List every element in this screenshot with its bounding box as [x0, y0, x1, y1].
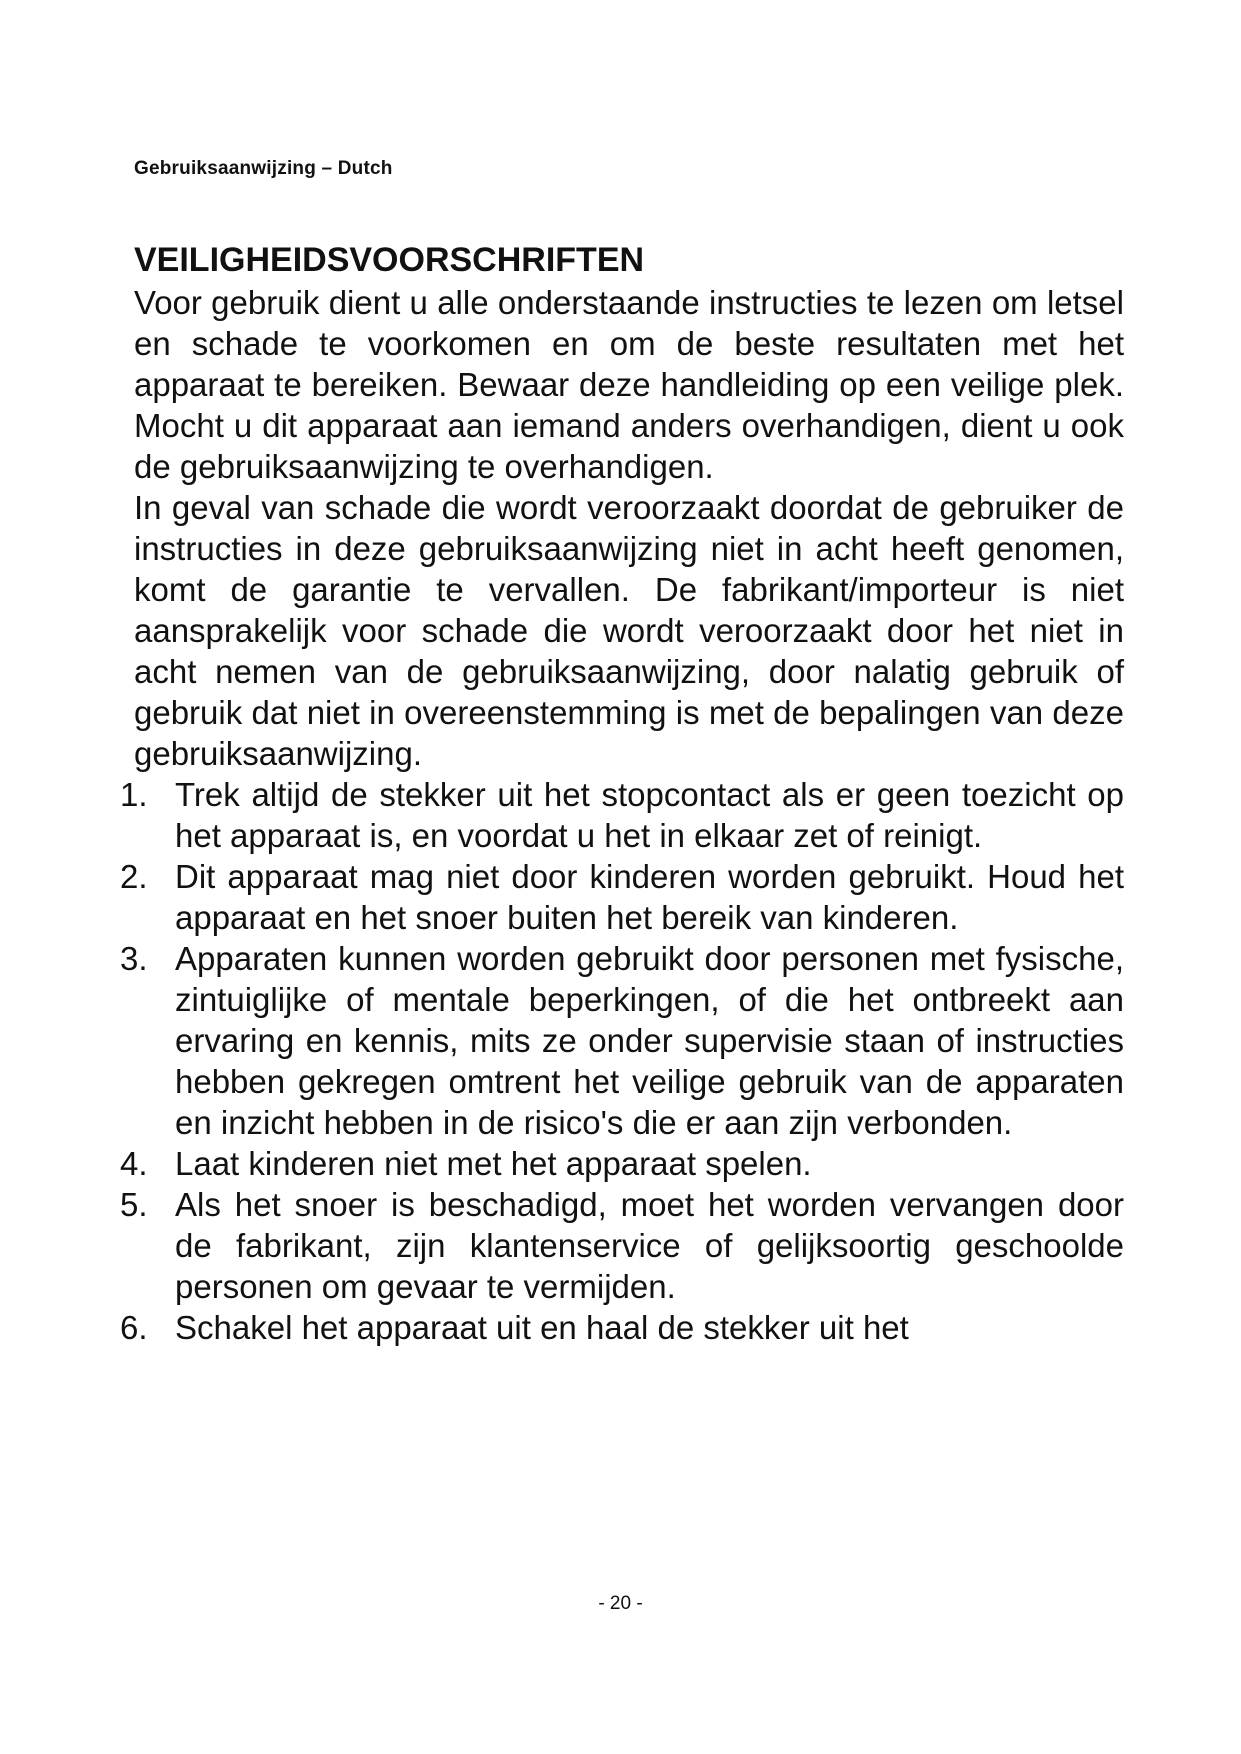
liability-paragraph: In geval van schade die wordt veroorzaakt doordat de gebruiker de instructies in deze gebruiksaanwijzing niet in acht heeft genomen, komt de garantie te vervallen. De fabrikant/importeur is niet aansprakelijk voor schade die wordt veroorzaakt door het niet in acht nemen van de gebruiksaanwijzing, door nalatig gebruik of gebruik dat niet in overeenstemming is met de bepalingen van deze gebruiksaanwijzing. [134, 489, 1124, 772]
list-item-text: Dit apparaat mag niet door kinderen worden gebruikt. Houd het apparaat en het snoer buiten het bereik van kinderen. [175, 858, 1124, 936]
list-item-text: Laat kinderen niet met het apparaat spelen. [175, 1145, 812, 1182]
list-item-number: 3. [120, 940, 148, 977]
list-item [120, 938, 1124, 1143]
list-item-number: 2. [120, 858, 148, 895]
list-item-number: 6. [120, 1309, 148, 1346]
page-header-label: Gebruiksaanwijzing – Dutch [134, 158, 393, 179]
safety-section [120, 238, 1134, 1348]
list-item-number: 4. [120, 1145, 148, 1182]
list-item-text: Apparaten kunnen worden gebruikt door personen met fysische, zintuiglijke of mentale beperkingen, of die het ontbreekt aan ervaring en kennis, mits ze onder supervisie staan of instructies hebben gekregen omtrent het veilige gebruik van de apparaten en inzicht hebben in de risico's die er aan zijn verbonden. [175, 940, 1124, 1141]
section-title: VEILIGHEIDSVOORSCHRIFTEN [134, 241, 645, 279]
list-item-text: Schakel het apparaat uit en haal de stekker uit het [175, 1309, 909, 1346]
list-item [120, 856, 1124, 938]
list-item [120, 1184, 1124, 1307]
list-item-number: 5. [120, 1186, 148, 1223]
safety-instructions-list [120, 774, 1124, 1348]
list-item-text: Trek altijd de stekker uit het stopcontact als er geen toezicht op het apparaat is, en voordat u het in elkaar zet of reinigt. [175, 776, 1124, 854]
page-number: - 20 - [598, 1593, 643, 1614]
intro-paragraph: Voor gebruik dient u alle onderstaande instructies te lezen om letsel en schade te voorkomen en om de beste resultaten met het apparaat te bereiken. Bewaar deze handleiding op een veilige plek. Mocht u dit apparaat aan iemand anders overhandigen, dient u ook de gebruiksaanwijzing te overhandigen. [134, 284, 1124, 485]
list-item [120, 1143, 1124, 1184]
list-item-number: 1. [120, 776, 148, 813]
list-item [120, 774, 1124, 856]
list-item-text: Als het snoer is beschadigd, moet het worden vervangen door de fabrikant, zijn klantenservice of gelijksoortig geschoolde personen om gevaar te vermijden. [175, 1186, 1124, 1305]
list-item [120, 1307, 1124, 1348]
